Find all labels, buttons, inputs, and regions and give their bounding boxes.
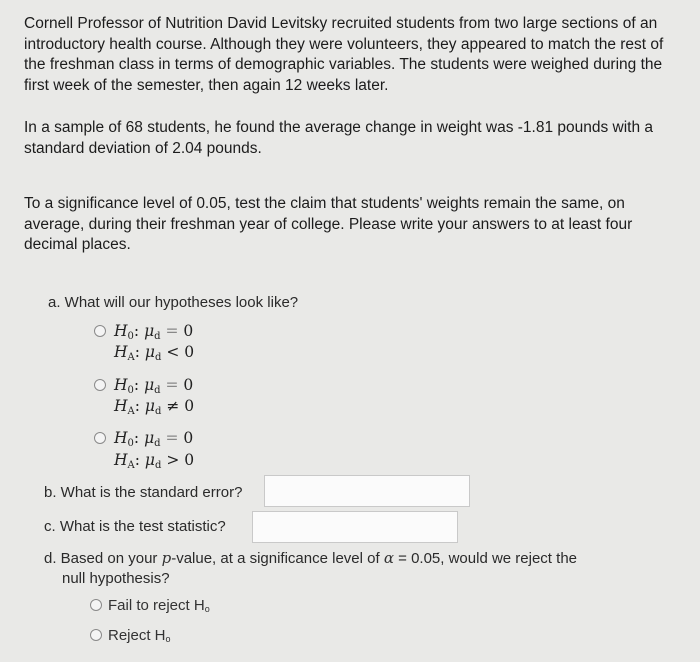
radio-button[interactable] [94, 379, 106, 391]
alt-hypothesis-2: $H_A$: $\mu_d \ne 0$ [114, 397, 195, 417]
question-d: d. Based on your p-value, at a significance level of α = 0.05, would we reject the null hypothesis? [44, 549, 577, 587]
question-a: a. What will our hypotheses look like? [48, 294, 299, 311]
null-hypothesis-2: $H_0$: $\mu_d = 0$ [114, 376, 194, 396]
fail-to-reject-label: Fail to reject $H_o$ [108, 597, 210, 614]
reject-label: Reject $H_o$ [108, 627, 171, 644]
null-hypothesis-3: $H_0$: $\mu_d = 0$ [114, 429, 194, 449]
question-b: b. What is the standard error? [44, 484, 243, 501]
radio-button[interactable] [90, 629, 102, 641]
radio-button[interactable] [90, 599, 102, 611]
question-c: c. What is the test statistic? [44, 518, 226, 535]
test-statistic-input[interactable] [252, 511, 458, 543]
alt-hypothesis-3: $H_A$: $\mu_d > 0$ [114, 451, 195, 471]
alt-hypothesis-1: $H_A$: $\mu_d < 0$ [114, 343, 195, 363]
radio-button[interactable] [94, 325, 106, 337]
standard-error-input[interactable] [264, 475, 470, 507]
problem-sample-info: In a sample of 68 students, he found the average change in weight was -1.81 pounds with a standard deviation of 2.04 pounds. [24, 119, 654, 157]
null-hypothesis-1: $H_0$: $\mu_d = 0$ [114, 322, 194, 342]
problem-intro: Cornell Professor of Nutrition David Levitsky recruited students from two large sections of an introductory health course. Although they were volunteers, they appeared to match the rest of the freshman class in terms of demographic variables. The students were weighed during the first week of the semester, then again 12 weeks later. [24, 15, 664, 94]
radio-button[interactable] [94, 432, 106, 444]
problem-task: To a significance level of 0.05, test the claim that students' weights remain the same, on average, during their freshman year of college. Please write your answers to at least four decimal places. [24, 195, 633, 253]
